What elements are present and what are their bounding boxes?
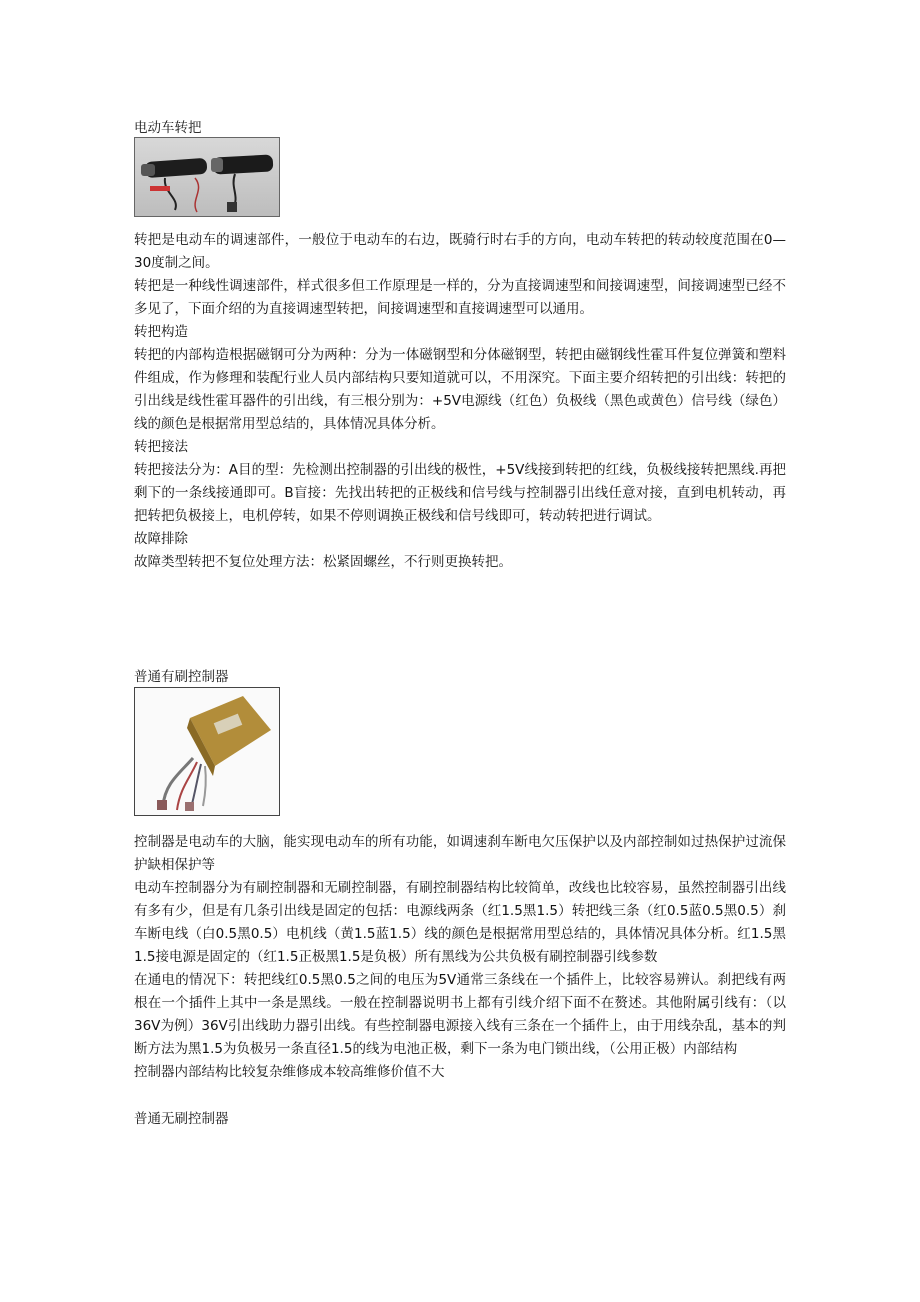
paragraph: 转把是电动车的调速部件，一般位于电动车的右边，既骑行时右手的方向，电动车转把的转动较度范围在0—30度制之间。: [134, 232, 786, 271]
throttle-section-body: [134, 229, 786, 574]
paragraph: 在通电的情况下：转把线红0.5黑0.5之间的电压为5V通常三条线在一个插件上，比较容易辨认。刹把线有两根在一个插件上其中一条是黑线。一般在控制器说明书上都有引线介绍下面不在赘述。其他附属引线有：（以36V为例）36V引出线助力器引出线。有些控制器电源接入线有三条在一个插件上，由于用线杂乱，基本的判断方法为黑1.5为负极另一条直径1.5的线为电池正极，剩下一条为电门锁出线，（公用正极）内部结构: [134, 972, 786, 1057]
section-title-brushed-controller: 普通有刷控制器: [134, 669, 229, 685]
paragraph: 转把接法分为：A目的型：先检测出控制器的引出线的极性，+5V线接到转把的红线，负极线接转把黑线.再把剩下的一条线接通即可。B盲接：先找出转把的正极线和信号线与控制器引出线任意对接，直到电机转动，再把转把负极接上，电机停转，如果不停则调换正极线和信号线即可，转动转把进行调试。: [134, 462, 786, 524]
section-title-brushless-controller: 普通无刷控制器: [134, 1111, 229, 1127]
paragraph: 转把是一种线性调速部件，样式很多但工作原理是一样的，分为直接调速型和间接调速型，间接调速型已经不多见了，下面介绍的为直接调速型转把，间接调速型和直接调速型可以通用。: [134, 278, 786, 317]
paragraph: 故障类型转把不复位处理方法：松紧固螺丝，不行则更换转把。: [134, 554, 512, 570]
subheading-wiring: 转把接法: [134, 439, 188, 455]
paragraph: 转把的内部构造根据磁钢可分为两种：分为一体磁钢型和分体磁钢型，转把由磁钢线性霍耳件复位弹簧和塑料件组成，作为修理和装配行业人员内部结构只要知道就可以，不用深究。下面主要介绍转把的引出线：转把的引出线是线性霍耳器件的引出线，有三根分别为：+5V电源线（红色）负极线（黑色或黄色）信号线（绿色）线的颜色是根据常用型总结的，具体情况具体分析。: [134, 347, 786, 432]
paragraph: 控制器是电动车的大脑，能实现电动车的所有功能，如调速刹车断电欠压保护以及内部控制如过热保护过流保护缺相保护等: [134, 834, 786, 873]
subheading-troubleshooting: 故障排除: [134, 531, 188, 547]
controller-photo: [134, 687, 280, 816]
section-title-throttle: 电动车转把: [134, 120, 202, 136]
paragraph: 电动车控制器分为有刷控制器和无刷控制器，有刷控制器结构比较简单，改线也比较容易，虽然控制器引出线有多有少，但是有几条引出线是固定的包括：电源线两条（红1.5黑1.5）转把线三条（红0.5蓝0.5黑0.5）刹车断电线（白0.5黑0.5）电机线（黄1.5蓝1.5）线的颜色是根据常用型总结的，具体情况具体分析。红1.5黑1.5接电源是固定的（红1.5正极黑1.5是负极）所有黑线为公共负极有刷控制器引线参数: [134, 880, 786, 965]
subheading-construction: 转把构造: [134, 324, 188, 340]
throttle-photo: [134, 137, 280, 217]
paragraph: 控制器内部结构比较复杂维修成本较高维修价值不大: [134, 1064, 445, 1080]
brushed-controller-body: [134, 831, 786, 1084]
